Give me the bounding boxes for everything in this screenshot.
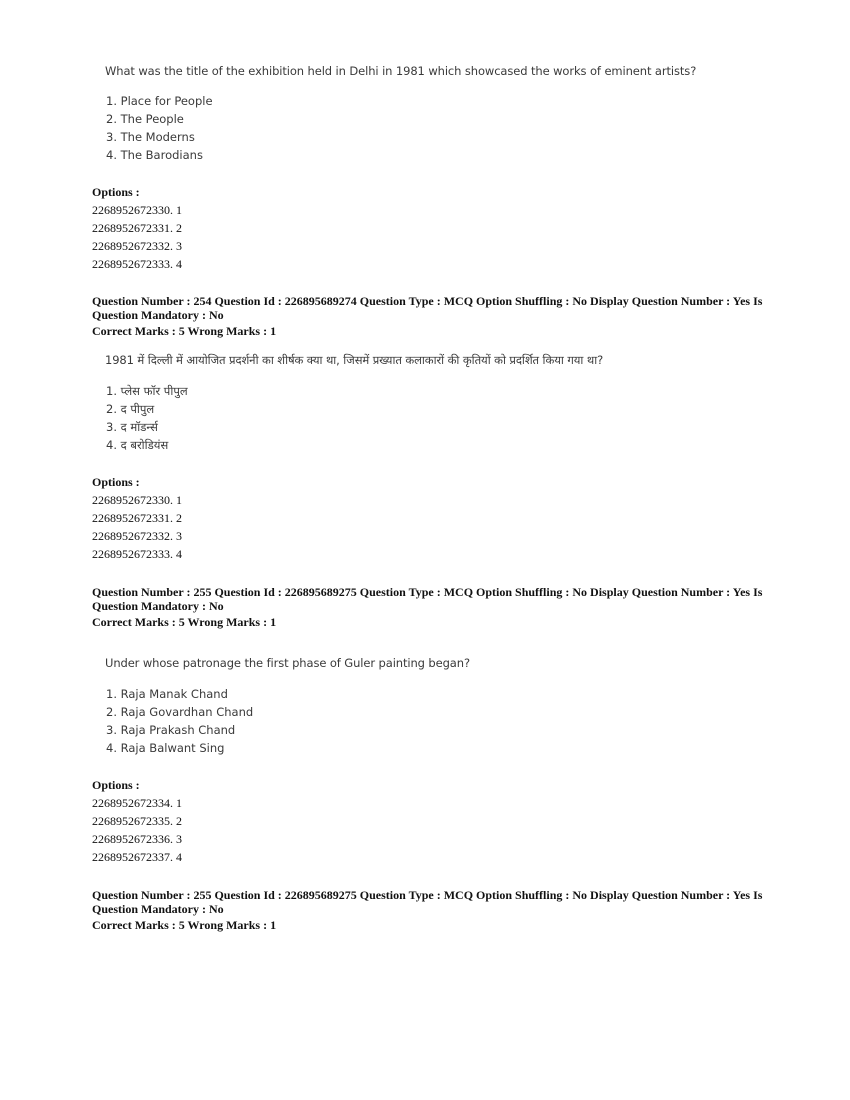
question-meta xyxy=(92,888,782,932)
answer-choices xyxy=(106,92,213,164)
question-text: Under whose patronage the first phase of Guler painting began? xyxy=(105,656,470,670)
answer-choice: 4. द बरोडियंस xyxy=(106,438,169,452)
option-id: 2268952672334. 1 xyxy=(92,796,182,810)
answer-choice: 2. Raja Govardhan Chand xyxy=(106,705,254,719)
question-marks: Correct Marks : 5 Wrong Marks : 1 xyxy=(92,324,277,338)
options-block xyxy=(92,473,182,563)
question-meta xyxy=(92,294,782,338)
answer-choice: 3. द मॉडर्न्स xyxy=(106,420,158,434)
options-label: Options : xyxy=(92,185,140,199)
option-id: 2268952672337. 4 xyxy=(92,850,182,864)
option-id: 2268952672330. 1 xyxy=(92,203,182,217)
answer-choices xyxy=(106,685,253,757)
question-header: Question Number : 255 Question Id : 226895689275 Question Type : MCQ Option Shuffling : No Display Question Number : Yes Is Question Mandatory : No xyxy=(92,888,763,916)
option-id: 2268952672331. 2 xyxy=(92,221,182,235)
option-id: 2268952672331. 2 xyxy=(92,511,182,525)
answer-choice: 1. Place for People xyxy=(106,94,213,108)
question-marks: Correct Marks : 5 Wrong Marks : 1 xyxy=(92,918,277,932)
option-id: 2268952672336. 3 xyxy=(92,832,182,846)
option-id: 2268952672333. 4 xyxy=(92,547,182,561)
option-id: 2268952672335. 2 xyxy=(92,814,182,828)
answer-choice: 2. The People xyxy=(106,112,184,126)
question-meta xyxy=(92,585,782,629)
question-marks: Correct Marks : 5 Wrong Marks : 1 xyxy=(92,615,277,629)
option-id: 2268952672332. 3 xyxy=(92,239,182,253)
answer-choice: 4. The Barodians xyxy=(106,148,203,162)
answer-choice: 1. प्लेस फॉर पीपुल xyxy=(106,384,188,398)
options-label: Options : xyxy=(92,475,140,489)
answer-choice: 3. The Moderns xyxy=(106,130,195,144)
answer-choices xyxy=(106,382,188,454)
answer-choice: 2. द पीपुल xyxy=(106,402,155,416)
options-block xyxy=(92,183,182,273)
option-id: 2268952672332. 3 xyxy=(92,529,182,543)
option-id: 2268952672333. 4 xyxy=(92,257,182,271)
options-label: Options : xyxy=(92,778,140,792)
answer-choice: 3. Raja Prakash Chand xyxy=(106,723,236,737)
question-text: 1981 में दिल्ली में आयोजित प्रदर्शनी का शीर्षक क्या था, जिसमें प्रख्यात कलाकारों की कृतियों को प्रदर्शित किया गया था? xyxy=(105,353,604,367)
answer-choice: 4. Raja Balwant Sing xyxy=(106,741,225,755)
options-block xyxy=(92,776,182,866)
option-id: 2268952672330. 1 xyxy=(92,493,182,507)
question-header: Question Number : 255 Question Id : 226895689275 Question Type : MCQ Option Shuffling : No Display Question Number : Yes Is Question Mandatory : No xyxy=(92,585,763,613)
question-header: Question Number : 254 Question Id : 226895689274 Question Type : MCQ Option Shuffling : No Display Question Number : Yes Is Question Mandatory : No xyxy=(92,294,763,322)
answer-choice: 1. Raja Manak Chand xyxy=(106,687,228,701)
question-text: What was the title of the exhibition held in Delhi in 1981 which showcased the works of eminent artists? xyxy=(105,64,697,78)
